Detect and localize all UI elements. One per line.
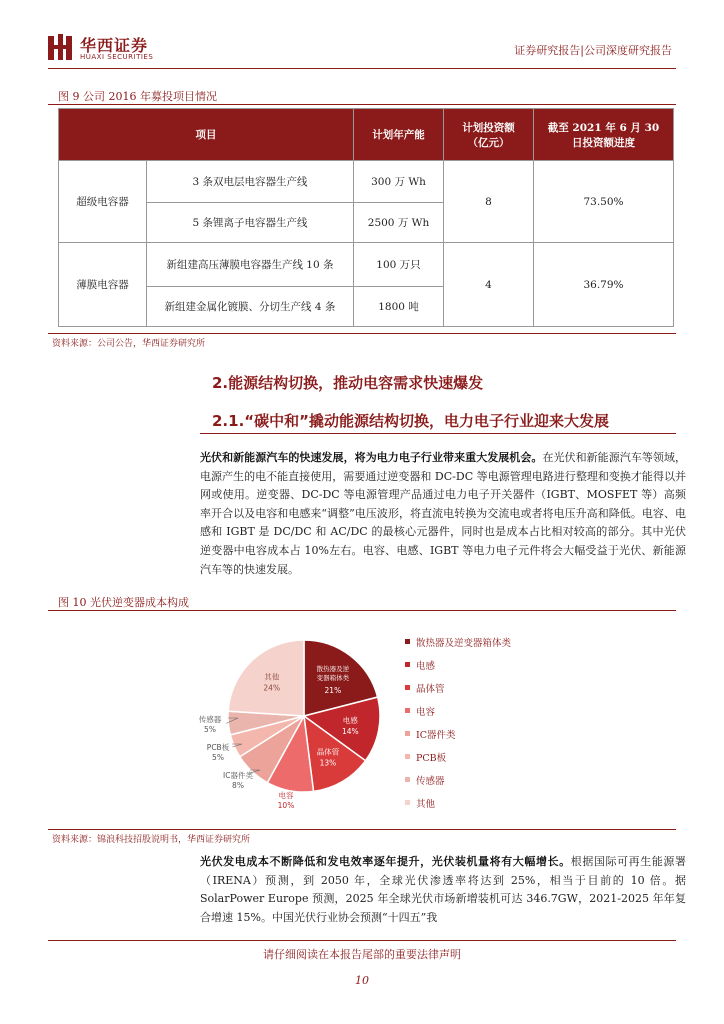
figure-9-source: 资料来源：公司公告，华西证券研究所 <box>52 339 206 349</box>
header-divider <box>48 68 676 69</box>
pie-slice-name-2: 晶体管 <box>316 747 340 757</box>
capacity-cell: 1800 吨 <box>354 287 444 327</box>
pie-slice-value-5: 5% <box>212 753 224 762</box>
table-top-rule <box>48 104 676 105</box>
investment-cell: 8 <box>444 161 534 243</box>
pie-slice-value-4: 8% <box>232 781 244 790</box>
pie-slice-name-5: PCB板 <box>206 743 230 752</box>
col-header-capacity: 计划年产能 <box>354 109 444 161</box>
figure-top-rule <box>48 610 676 611</box>
legend-item <box>405 745 511 768</box>
para1-lead: 光伏和新能源汽车的快速发展，将为电力电子行业带来重大发展机会。 <box>200 451 543 464</box>
table-header-row <box>59 109 674 161</box>
col-header-investment: 计划投资额 （亿元） <box>444 109 534 161</box>
pie-slice-name-4: IC器件类 <box>223 771 253 780</box>
capacity-cell: 2500 万 Wh <box>354 203 444 243</box>
legend-swatch <box>405 685 410 690</box>
figure-10-source: 资料来源：锦浪科技招股说明书，华西证券研究所 <box>52 835 251 845</box>
legend-swatch <box>405 754 410 759</box>
capacity-cell: 100 万只 <box>354 243 444 287</box>
page-number: 10 <box>355 974 369 987</box>
legend-label: 电感 <box>416 660 436 672</box>
pie-slice-value-2: 13% <box>319 758 337 768</box>
capacity-cell: 300 万 Wh <box>354 161 444 203</box>
item-cell: 新组建高压薄膜电容器生产线 10 条 <box>147 243 354 287</box>
legend-swatch <box>405 662 410 667</box>
figure-10-title: 图 10 光伏逆变器成本构成 <box>58 596 189 609</box>
body-paragraph-1 <box>200 449 686 579</box>
source-divider <box>48 333 676 334</box>
pie-slice-value-3: 10% <box>277 801 295 810</box>
legend-item <box>405 768 511 791</box>
legend-label: 散热器及逆变器箱体类 <box>416 637 512 649</box>
para1-text: 在光伏和新能源汽车等领域，电源产生的电不能直接使用，需要通过逆变器和 DC-DC 等电源管理电路进行整理和变换才能得以并网或使用。逆变器、DC-DC 等电源管理产品通过电力电子开关器件（IGBT、MOSFET 等）高频率开合以及电容和电感来“调整”电压波形，将直流电转换为交流电或者将电压升高和降低。电容、电感和 IGBT 是 DC/DC 和 AC/DC 的最核心元器件，同时也是成本占比相对较高的部分。其中光伏逆变器中电容成本占 10%左右。电容、电感、IGBT 等电力电子元件将会大幅受益于光伏、新能源汽车等的快速发展。 <box>200 451 687 576</box>
para2-text: 根据国际可再生能源署（IRENA）预测，到 2050 年，全球光伏渗透率将达到 25%，相当于目前的 10 倍。据 SolarPower Europe 预测，2025 年全球光伏市场新增装机可达 346.7GW，2021-2025 年年复合增速 15%。中国光伏行业协会预测“十四五”我 <box>200 855 687 924</box>
pie-slice-name-0: 散热器及逆变器箱体类 <box>316 664 350 682</box>
subsection-heading: 2.1.“碳中和”撬动能源结构切换，电力电子行业迎来大发展 <box>212 412 609 430</box>
pie-slice-value-0: 21% <box>324 685 342 695</box>
legend-swatch <box>405 800 410 805</box>
legend-label: 晶体管 <box>416 683 445 695</box>
col-header-progress: 截至 2021 年 6 月 30 日投资额进度 <box>534 109 674 161</box>
item-cell: 3 条双电层电容器生产线 <box>147 161 354 203</box>
source-divider <box>48 829 676 830</box>
pie-slice-name-7: 其他 <box>264 672 280 682</box>
legend-label: 电容 <box>416 706 436 718</box>
table-row <box>59 161 674 203</box>
progress-cell: 36.79% <box>534 243 674 327</box>
item-cell: 新组建金属化镀膜、分切生产线 4 条 <box>147 287 354 327</box>
legend-label: 传感器 <box>416 775 445 787</box>
section-heading: 2.能源结构切换，推动电容需求快速爆发 <box>212 374 484 392</box>
report-type: 证券研究报告|公司深度研究报告 <box>514 44 672 57</box>
category-cell: 超级电容器 <box>59 161 147 243</box>
legend-label: IC器件类 <box>416 729 456 741</box>
legend-swatch <box>405 731 410 736</box>
para2-lead: 光伏发电成本不断降低和发电效率逐年提升，光伏装机量将有大幅增长。 <box>200 855 571 868</box>
legend-item <box>405 791 511 814</box>
table-row <box>59 243 674 287</box>
legend-item <box>405 722 511 745</box>
legend-label: 其他 <box>416 798 436 810</box>
progress-cell: 73.50% <box>534 161 674 243</box>
pie-slice-value-6: 5% <box>204 725 216 734</box>
legend-swatch <box>405 777 410 782</box>
legal-notice: 请仔细阅读在本报告尾部的重要法律声明 <box>263 948 461 961</box>
subsection-underline <box>200 433 676 434</box>
col-header-project: 项目 <box>59 109 354 161</box>
pie-slice-name-3: 电容 <box>278 791 294 800</box>
pie-slice-name-6: 传感器 <box>198 715 222 724</box>
pie-slice-value-7: 24% <box>263 683 281 693</box>
legend-label: PCB板 <box>416 752 447 764</box>
investment-cell: 4 <box>444 243 534 327</box>
legend-item <box>405 630 511 653</box>
body-paragraph-2 <box>200 853 686 927</box>
pie-slice-name-1: 电感 <box>342 715 358 725</box>
category-cell: 薄膜电容器 <box>59 243 147 327</box>
footer-divider <box>48 940 676 941</box>
legend-swatch <box>405 639 410 644</box>
brand-name-en: HUAXI SECURITIES <box>80 53 154 61</box>
figure-9-title: 图 9 公司 2016 年募投项目情况 <box>58 90 217 103</box>
legend-item <box>405 653 511 676</box>
chart-legend <box>405 630 511 814</box>
investment-projects-table <box>58 108 674 327</box>
legend-item <box>405 699 511 722</box>
legend-swatch <box>405 708 410 713</box>
legend-item <box>405 676 511 699</box>
huaxi-logo-icon <box>48 34 72 60</box>
pie-slice-value-1: 14% <box>341 726 359 736</box>
brand-name: 华西证券 <box>80 36 149 55</box>
item-cell: 5 条锂离子电容器生产线 <box>147 203 354 243</box>
